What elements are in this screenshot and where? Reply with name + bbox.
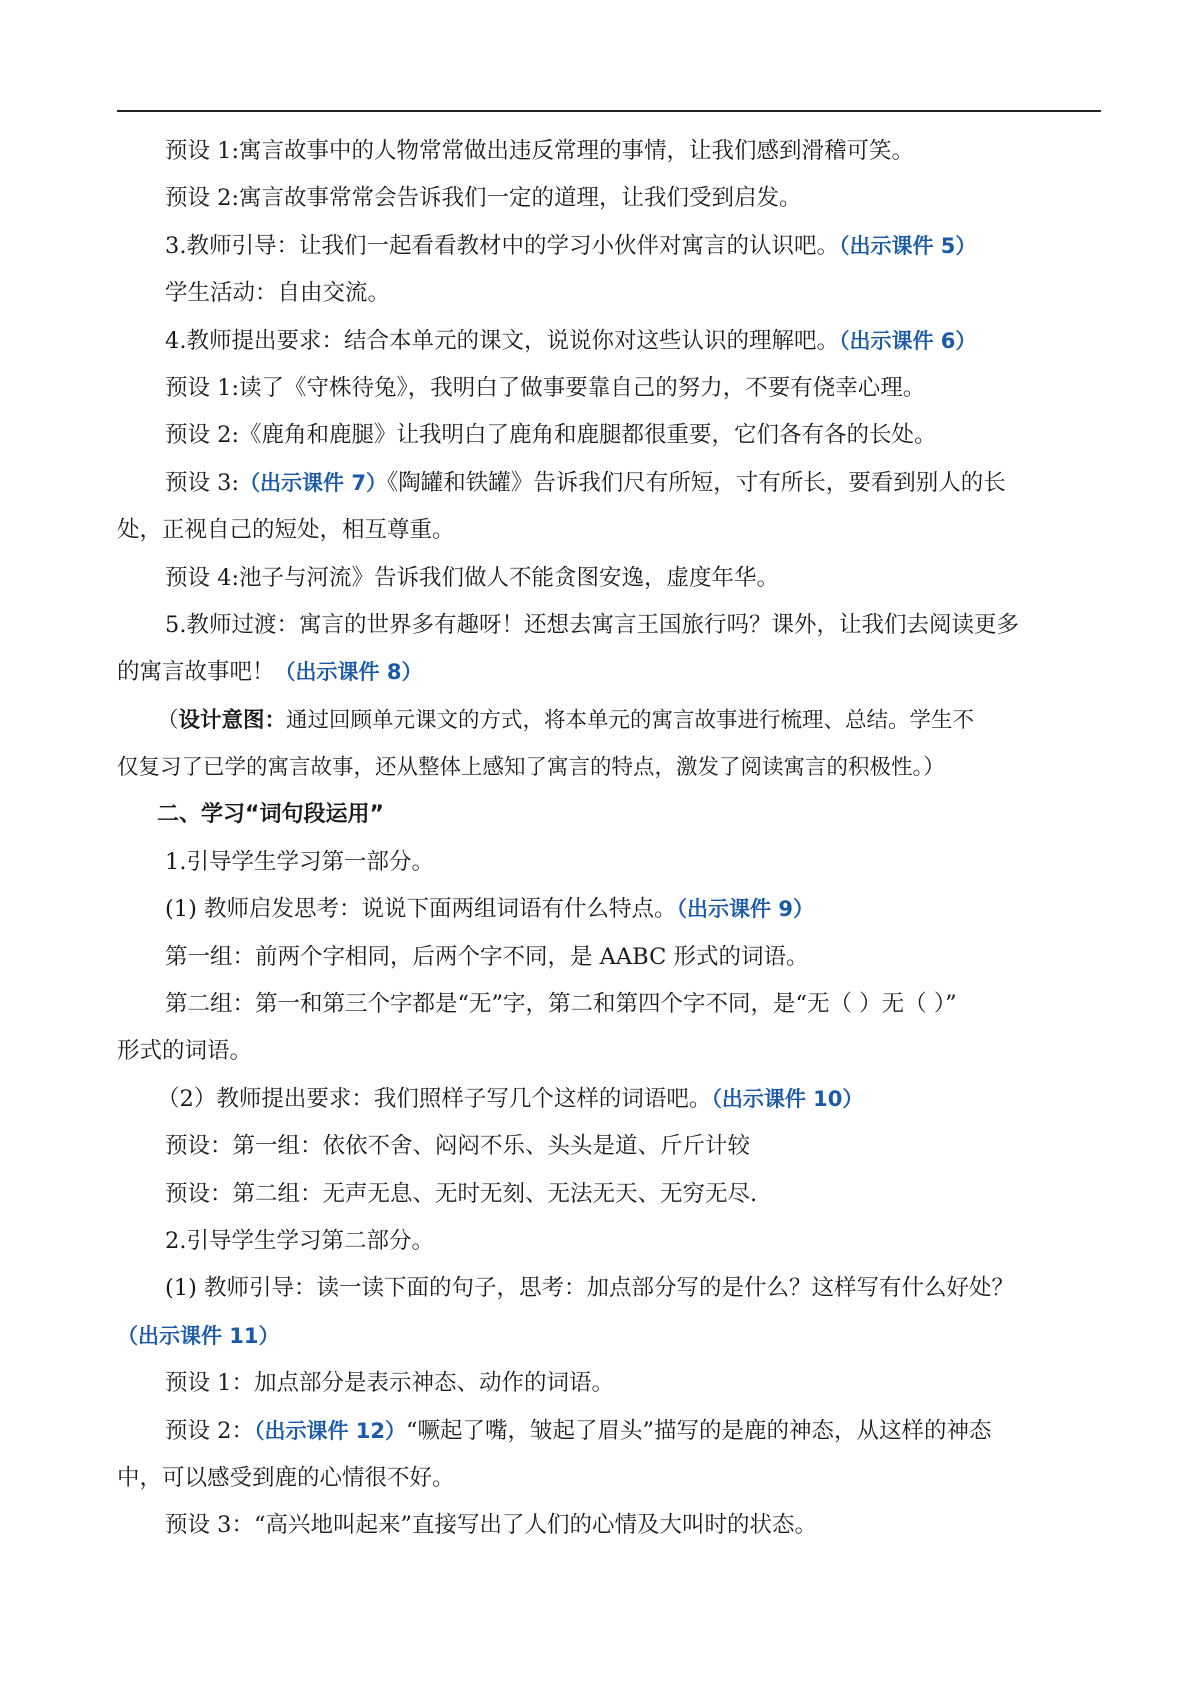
courseware-reference: （出示课件 12） — [253, 1418, 407, 1443]
line-text: 预设 1：加点部分是表示神态、动作的词语。 — [165, 1370, 614, 1397]
line-text: (1) 教师启发思考：说说下面两组词语有什么特点。 — [165, 896, 677, 923]
line-text: 预设 2:《鹿角和鹿腿》让我明白了鹿角和鹿腿都很重要，它们各有各的长处。 — [165, 422, 937, 449]
paragraph-line — [117, 1028, 1101, 1075]
line-text: “噘起了嘴，皱起了眉头”描写的是鹿的神态，从这样的神态 — [406, 1417, 992, 1444]
design-intent-line — [117, 697, 1101, 744]
courseware-reference: （出示课件 5） — [838, 233, 977, 258]
paragraph-line — [117, 886, 1101, 933]
line-text: 2.引导学生学习第二部分。 — [165, 1227, 434, 1254]
paragraph-line — [117, 270, 1101, 317]
paragraph-line — [117, 1408, 1101, 1455]
line-text: 预设 2： — [165, 1417, 254, 1444]
paragraph-line — [117, 365, 1101, 412]
line-text: 形式的词语。 — [117, 1038, 253, 1065]
line-text: 1.引导学生学习第一部分。 — [165, 848, 434, 875]
design-intent-label: 设计意图： — [178, 707, 287, 733]
line-text: 第二组：第一和第三个字都是“无”字，第二和第四个字不同，是“无（ ）无（ ）” — [165, 991, 957, 1018]
paragraph-line — [117, 839, 1101, 886]
line-text: 中，可以感受到鹿的心情很不好。 — [117, 1464, 455, 1491]
paragraph-line — [117, 175, 1101, 222]
line-text: 预设 3：“高兴地叫起来”直接写出了人们的心情及大叫时的状态。 — [165, 1512, 817, 1539]
line-text: (1) 教师引导：读一读下面的句子，思考：加点部分写的是什么？这样写有什么好处？ — [165, 1275, 1015, 1302]
paragraph-line — [117, 412, 1101, 459]
courseware-reference: （出示课件 10） — [711, 1086, 864, 1111]
paragraph-line — [117, 223, 1101, 270]
paragraph-line — [117, 981, 1101, 1028]
paragraph-line — [117, 1218, 1101, 1265]
line-text: 预设 2:寓言故事常常会告诉我们一定的道理，让我们受到启发。 — [165, 185, 802, 212]
line-text: 预设：第一组：依依不舍、闷闷不乐、头头是道、斤斤计较 — [165, 1133, 751, 1160]
line-text: 第一组：前两个字相同，后两个字不同，是 AABC 形式的词语。 — [165, 943, 809, 970]
document-body — [117, 128, 1101, 1550]
line-text: 仅复习了已学的寓言故事，还从整体上感知了寓言的特点，激发了阅读寓言的积极性。） — [117, 755, 945, 781]
design-intent-line — [117, 744, 1101, 791]
line-text: 通过回顾单元课文的方式，将本单元的寓言故事进行梳理、总结。学生不 — [286, 707, 975, 733]
paragraph-line — [117, 1171, 1101, 1218]
paragraph-line — [117, 128, 1101, 175]
line-text: （2）教师提出要求：我们照样子写几个这样的词语吧。 — [157, 1085, 712, 1112]
paragraph-line — [117, 1360, 1101, 1407]
paragraph-line — [117, 602, 1101, 649]
line-text: 5.教师过渡：寓言的世界多有趣呀！还想去寓言王国旅行吗？课外，让我们去阅读更多 — [165, 611, 1019, 638]
line-text: 《陶罐和铁罐》告诉我们尺有所短，寸有所长，要看到别人的长 — [387, 469, 1006, 496]
courseware-reference: （出示课件 7） — [239, 470, 387, 495]
courseware-reference: （出示课件 6） — [838, 328, 977, 353]
line-text: 预设 4:池子与河流》告诉我们做人不能贪图安逸，虚度年华。 — [165, 564, 780, 591]
paragraph-line — [117, 1502, 1101, 1549]
header-rule — [117, 110, 1101, 112]
paragraph-line — [117, 1265, 1101, 1312]
paragraph-line — [117, 1313, 1101, 1360]
paragraph-line — [117, 555, 1101, 602]
courseware-reference: （出示课件 11） — [117, 1323, 280, 1348]
line-text: 预设 3: — [165, 469, 240, 496]
section-heading — [117, 791, 1101, 838]
paragraph-line — [117, 460, 1101, 507]
paragraph-line — [117, 318, 1101, 365]
paragraph-line — [117, 1455, 1101, 1502]
paragraph-line — [117, 1123, 1101, 1170]
courseware-reference: （出示课件 9） — [676, 897, 814, 922]
line-text: 预设：第二组：无声无息、无时无刻、无法无天、无穷无尽. — [165, 1180, 758, 1207]
line-text: 3.教师引导：让我们一起看看教材中的学习小伙伴对寓言的认识吧。 — [165, 232, 839, 259]
line-text: 预设 1:寓言故事中的人物常常做出违反常理的事情，让我们感到滑稽可笑。 — [165, 138, 915, 164]
line-text: 学生活动：自由交流。 — [165, 280, 391, 307]
courseware-reference: （出示课件 8） — [274, 660, 423, 685]
paragraph-line — [117, 649, 1101, 696]
line-text: 处，正视自己的短处，相互尊重。 — [117, 517, 455, 544]
line-text: 4.教师提出要求：结合本单元的课文，说说你对这些认识的理解吧。 — [165, 327, 839, 354]
paragraph-line — [117, 934, 1101, 981]
section-heading-text: 二、学习“词句段运用” — [157, 802, 384, 828]
line-text: （ — [157, 707, 179, 733]
line-text: 预设 1:读了《守株待兔》，我明白了做事要靠自己的努力，不要有侥幸心理。 — [165, 374, 926, 401]
paragraph-line — [117, 507, 1101, 554]
paragraph-line — [117, 1076, 1101, 1123]
line-text: 的寓言故事吧！ — [117, 659, 275, 686]
